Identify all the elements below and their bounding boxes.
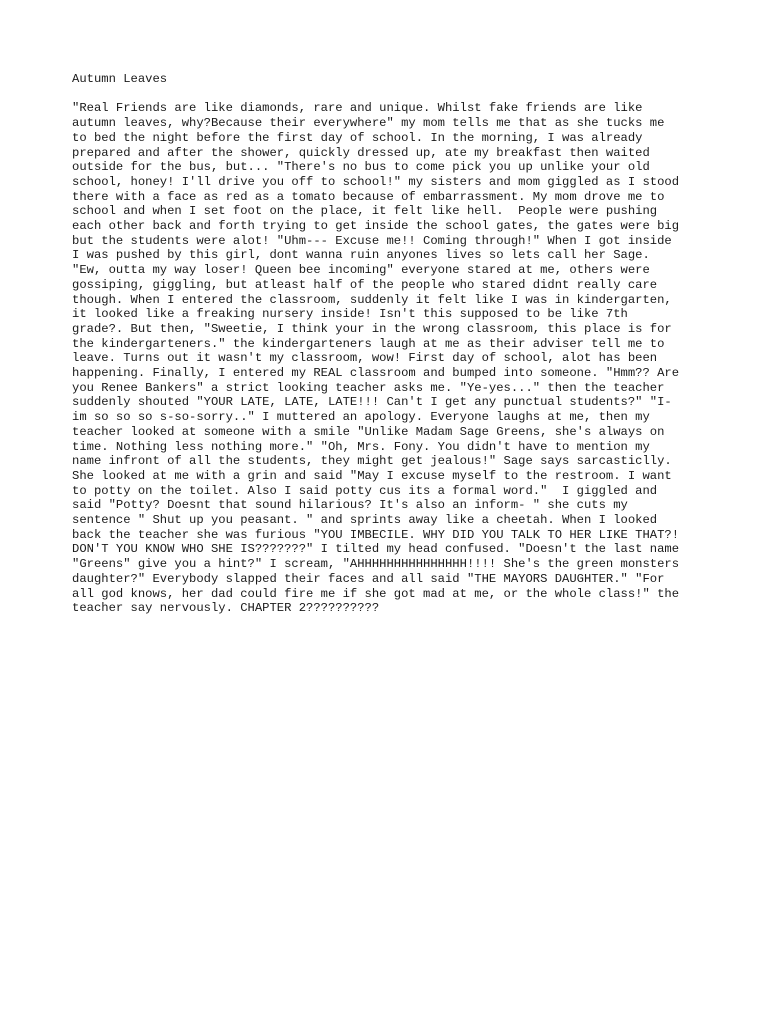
document-title: Autumn Leaves [72,72,168,86]
text-line: gossiping, giggling, but atleast half of the people who stared didnt really care [72,277,658,292]
text-line: school and when I set foot on the place, it felt like hell. People were pushing [72,204,658,219]
text-line: autumn leaves, why?Because their everywhere" my mom tells me that as she tucks me [72,116,665,131]
text-line: "Ew, outta my way loser! Queen bee incoming" everyone stared at me, others were [72,263,650,278]
text-line: grade?. But then, "Sweetie, I think your in the wrong classroom, this place is for [72,321,672,336]
text-line: DON'T YOU KNOW WHO SHE IS???????" I tilted my head confused. "Doesn't the last name [72,542,680,557]
document-page [72,72,712,616]
document-body [72,101,712,616]
text-line: suddenly shouted "YOUR LATE, LATE, LATE!!! Can't I get any punctual students?" "I- [72,395,672,410]
text-line: though. When I entered the classroom, suddenly it felt like I was in kindergarten, [72,292,672,307]
text-line: name infront of all the students, they might get jealous!" Sage says sarcasticlly. [72,454,672,469]
text-line: She looked at me with a grin and said "May I excuse myself to the restroom. I want [72,468,672,483]
text-line: daughter?" Everybody slapped their faces and all said "THE MAYORS DAUGHTER." "For [72,571,665,586]
text-line: school, honey! I'll drive you off to school!" my sisters and mom giggled as I stood [72,174,680,189]
text-line: each other back and forth trying to get inside the school gates, the gates were big [72,219,680,234]
text-line: it looked like a freaking nursery inside! Isn't this supposed to be like 7th [72,307,628,322]
text-line: sentence " Shut up you peasant. " and sprints away like a cheetah. When I looked [72,513,658,528]
text-line: to potty on the toilet. Also I said potty cus its a formal word." I giggled and [72,483,658,498]
text-line: teacher looked at someone with a smile "Unlike Madam Sage Greens, she's always on [72,424,665,439]
text-line: all god knows, her dad could fire me if she got mad at me, or the whole class!" the [72,586,680,601]
text-line: leave. Turns out it wasn't my classroom, wow! First day of school, alot has been [72,351,658,366]
text-line: to bed the night before the first day of school. In the morning, I was already [72,130,643,145]
text-line: the kindergarteners." the kindergarteners laugh at me as their adviser tell me to [72,336,665,351]
text-line: but the students were alot! "Uhm--- Excuse me!! Coming through!" When I got inside [72,233,672,248]
text-line: happening. Finally, I entered my REAL classroom and bumped into someone. "Hmm?? Are [72,366,680,381]
text-line: "Greens" give you a hint?" I scream, "AHHHHHHHHHHHHHHH!!!! She's the green monsters [72,557,680,572]
text-line: prepared and after the shower, quickly dressed up, ate my breakfast then waited [72,145,650,160]
text-line: you Renee Bankers" a strict looking teacher asks me. "Ye-yes..." then the teacher [72,380,665,395]
text-line: said "Potty? Doesnt that sound hilarious? It's also an inform- " she cuts my [72,498,628,513]
text-line: time. Nothing less nothing more." "Oh, Mrs. Fony. You didn't have to mention my [72,439,650,454]
text-line: teacher say nervously. CHAPTER 2?????????? [72,601,380,616]
text-line: there with a face as red as a tomato because of embarrassment. My mom drove me to [72,189,665,204]
text-line: I was pushed by this girl, dont wanna ruin anyones lives so lets call her Sage. [72,248,650,263]
text-line: outside for the bus, but... "There's no bus to come pick you up unlike your old [72,160,650,175]
text-line: "Real Friends are like diamonds, rare and unique. Whilst fake friends are like [72,101,643,116]
text-line: back the teacher she was furious "YOU IMBECILE. WHY DID YOU TALK TO HER LIKE THAT?! [72,527,680,542]
text-line: im so so so s-so-sorry.." I muttered an apology. Everyone laughs at me, then my [72,410,650,425]
